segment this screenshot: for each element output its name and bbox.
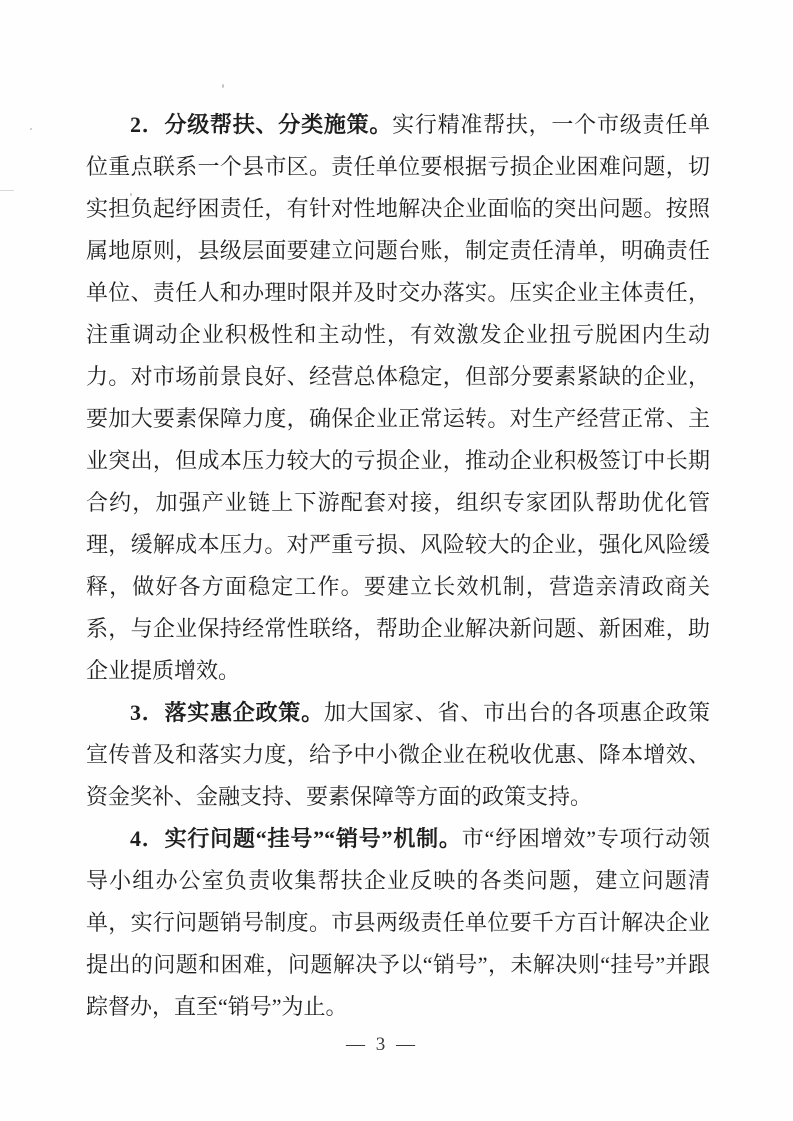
paragraph-3-text: 加大国家、省、市出台的各项惠企政策宣传普及和落实力度，给予中小微企业在税收优惠、降本增效、资金奖补、金融支持、要素保障等方面的政策支持。 — [86, 700, 710, 809]
paragraph-4 — [86, 818, 710, 1028]
scan-speckle — [222, 84, 224, 88]
paragraph-3 — [86, 692, 710, 818]
page-number: — 3 — — [346, 1034, 418, 1055]
scan-speckle — [0, 190, 14, 191]
document-body — [86, 104, 710, 1028]
scan-speckle — [30, 128, 32, 130]
paragraph-3-heading: 3．落实惠企政策。 — [130, 700, 324, 725]
paragraph-2-text: 实行精准帮扶，一个市级责任单位重点联系一个县市区。责任单位要根据亏损企业困难问题，切实担负起纾困责任，有针对性地解决企业面临的突出问题。按照属地原则，县级层面要建立问题台账，制定责任清单，明确责任单位、责任人和办理时限并及时交办落实。压实企业主体责任，注重调动企业积极性和主动性，有效激发企业扭亏脱困内生动力。对市场前景良好、经营总体稳定，但部分要素紧缺的企业，要加大要素保障力度，确保企业正常运转。对生产经营正常、主业突出，但成本压力较大的亏损企业，推动企业积极签订中长期合约，加强产业链上下游配套对接，组织专家团队帮助优化管理，缓解成本压力。对严重亏损、风险较大的企业，强化风险缓释，做好各方面稳定工作。要建立长效机制，营造亲清政商关系，与企业保持经常性联络，帮助企业解决新问题、新困难，助企业提质增效。 — [86, 112, 710, 683]
paragraph-2 — [86, 104, 710, 692]
paragraph-4-heading: 4．实行问题“挂号”“销号”机制。 — [130, 826, 462, 851]
paragraph-4-text: 市“纾困增效”专项行动领导小组办公室负责收集帮扶企业反映的各类问题，建立问题清单，实行问题销号制度。市县两级责任单位要千方百计解决企业提出的问题和困难，问题解决予以“销号”，未解决则“挂号”并跟踪督办，直至“销号”为止。 — [86, 826, 710, 1019]
paragraph-2-heading: 2．分级帮扶、分类施策。 — [130, 112, 393, 137]
